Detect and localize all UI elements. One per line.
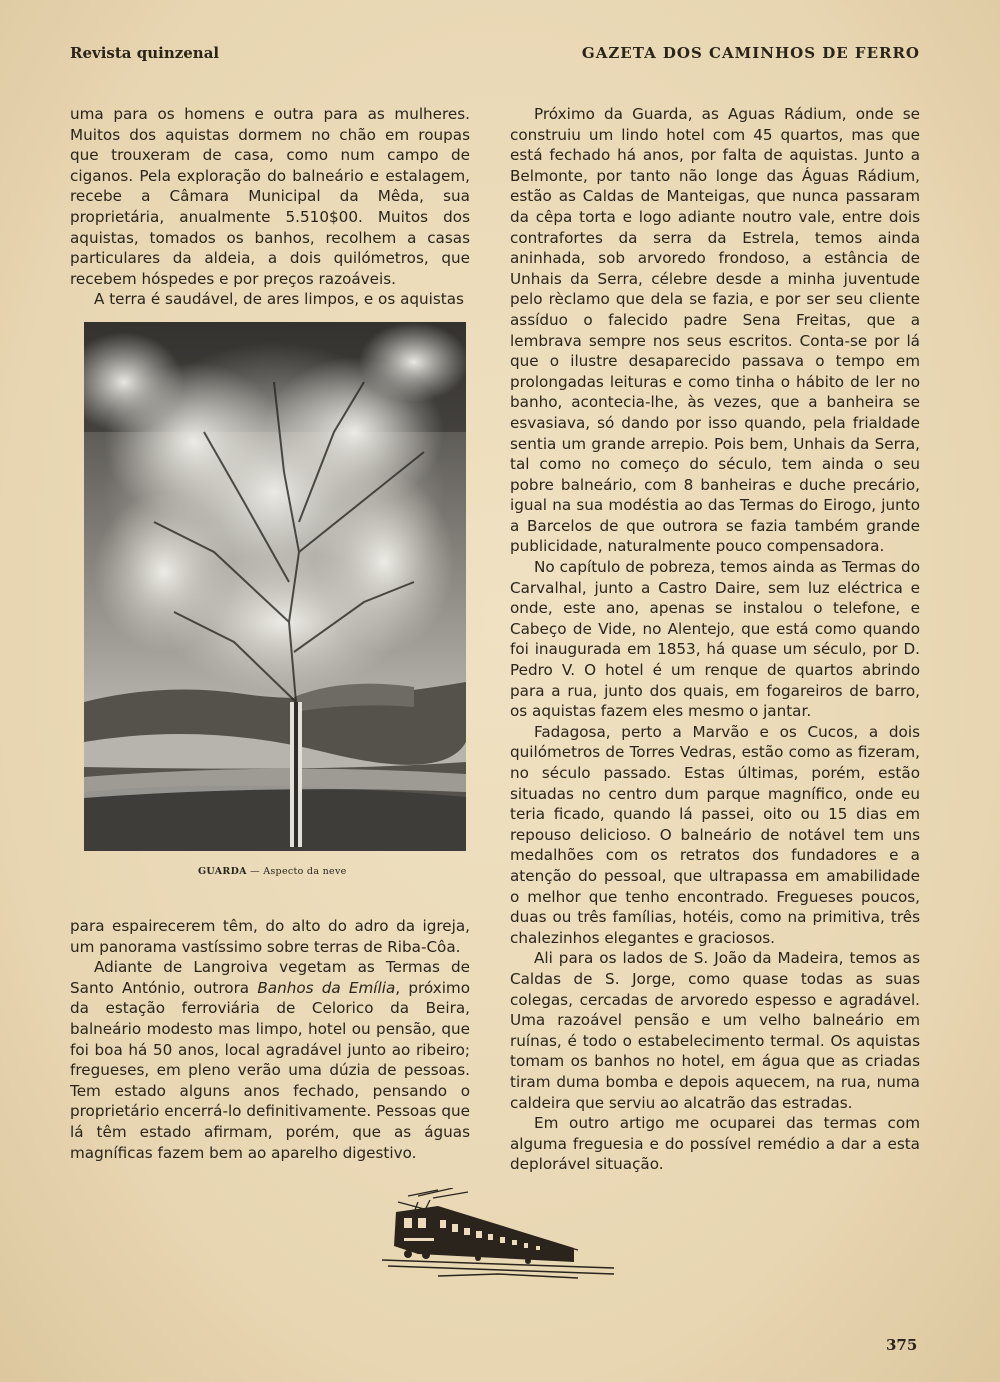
paragraph: No capítulo de pobreza, temos ainda as Termas do Carvalhal, junto a Castro Daire, sem luz eléctrica e onde, este ano, apenas se instalou o telefone, e Cabeço de Vide, no Alentejo, que está como quando foi inaugurada em 1853, há quase um século, por D. Pedro V. O hotel é um renque de quartos abrindo para a rua, junto dos quais, em fogareiros de barro, os aquistas fazem eles mesmo o jantar. bbox=[510, 558, 920, 721]
left-column-bottom bbox=[70, 916, 470, 1163]
paragraph-text-end: , próximo da estação ferroviária de Celorico da Beira, balneário modesto mas limpo, hotel ou pensão, que foi boa há 50 anos, local agradável junto ao ribeiro; fregueses, em pleno verão uma dúzia de pessoas. Tem estado alguns anos fechado, pensando o proprietário encerrá-lo definitivamente. Pessoas que lá têm estado afirmam, porém, que as águas magníficas fazem bem ao aparelho digestivo. bbox=[70, 978, 471, 1162]
header-magazine-title: GAZETA DOS CAMINHOS DE FERRO bbox=[581, 44, 920, 62]
page-number: 375 bbox=[886, 1336, 918, 1354]
train-illustration bbox=[378, 1188, 618, 1280]
paragraph bbox=[70, 957, 470, 1163]
left-column-top bbox=[70, 104, 470, 310]
caption-text: — Aspecto da neve bbox=[246, 866, 347, 877]
paragraph: Ali para os lados de S. João da Madeira, temos as Caldas de S. Jorge, como quase todas as suas colegas, cercadas de arvoredo espesso e agradável. Uma razoável pensão e um velho balneário em ruínas, é todo o estabelecimento termal. Os aquistas tomam os banhos no hotel, em água que as criadas tiram duma bomba e depois aquecem, na rua, numa caldeira que serviu ao alcatrão das estradas. bbox=[510, 949, 920, 1112]
paragraph: A terra é saudável, de ares limpos, e os aquistas bbox=[94, 290, 464, 309]
photo-caption bbox=[198, 866, 347, 877]
snow-tree-photo bbox=[84, 322, 466, 851]
paragraph: Em outro artigo me ocuparei das termas com alguma freguesia e do possível remédio a dar a esta deplorável situação. bbox=[510, 1114, 920, 1174]
header-publication-type: Revista quinzenal bbox=[70, 44, 220, 62]
right-column bbox=[510, 104, 920, 1175]
paragraph: Próximo da Guarda, as Aguas Rádium, onde se construiu um lindo hotel com 45 quartos, mas que está fechado há anos, por falta de aquistas. Junto a Belmonte, por tanto não longe das Águas Rádium, estão as Caldas de Manteigas, que nunca passaram da cêpa torta e logo adiante noutro vale, entre dois contrafortes da serra da Estrela, temos ainda aninhada, sob arvoredo frondoso, a estância de Unhais da Serra, célebre desde a minha juventude pelo rèclamo que dela se fazia, e por ser seu cliente assíduo o falecido padre Sena Freitas, que a lembrava sempre nos seus escritos. Conta-se por lá que o ilustre desaparecido passava o tempo em prolongadas leituras e como tinha o hábito de ler no banho, acontecia-lhe, às vezes, que a banheira se esvasiava, só dando por isso quando, pela frialdade sentia um grande arrepio. Pois bem, Unhais da Serra, tal como no começo do século, tem ainda o seu pobre balneário, com 8 banheiras e duche precário, igual na sua modéstia ao das Termas do Eirogo, junto a Barcelos de que outrora se fazia também grande publicidade, naturalmente pouco compensadora. bbox=[510, 105, 920, 556]
paragraph-text-start: Adiante de Langroiva vegetam as Termas de Santo António, outrora bbox=[70, 958, 470, 997]
paragraph: Fadagosa, perto a Marvão e os Cucos, a dois quilómetros de Torres Vedras, estão como as fizeram, no século passado. Estas últimas, porém, estão situadas no centro dum parque magnífico, onde eu teria ficado, quando lá passei, oito ou 15 dias em repouso delicioso. O balneário de notável tem uns medalhões com os retratos dos fundadores e a atenção do pessoal, que ultrapassa em amabilidade o melhor que tenho encontrado. Fregueses poucos, duas ou três famílias, hotéis, como na primitiva, três chalezinhos elegantes e graciosos. bbox=[510, 722, 920, 947]
caption-place: GUARDA bbox=[198, 866, 247, 877]
paragraph: para espairecerem têm, do alto do adro da igreja, um panorama vastíssimo sobre terras de Riba-Côa. bbox=[70, 917, 470, 956]
paragraph-italic-name: Banhos da Emília bbox=[257, 978, 396, 997]
paragraph: uma para os homens e outra para as mulheres. Muitos dos aquistas dormem no chão em roupas que trouxeram de casa, como num campo de ciganos. Pela exploração do balneário e estalagem, recebe a Câmara Municipal da Mêda, sua proprietária, anualmente 5.510$00. Muitos dos aquistas, tomados os banhos, recolhem a casas particulares da aldeia, a dois quilómetros, que recebem hóspedes e por preços razoáveis. bbox=[70, 105, 470, 288]
